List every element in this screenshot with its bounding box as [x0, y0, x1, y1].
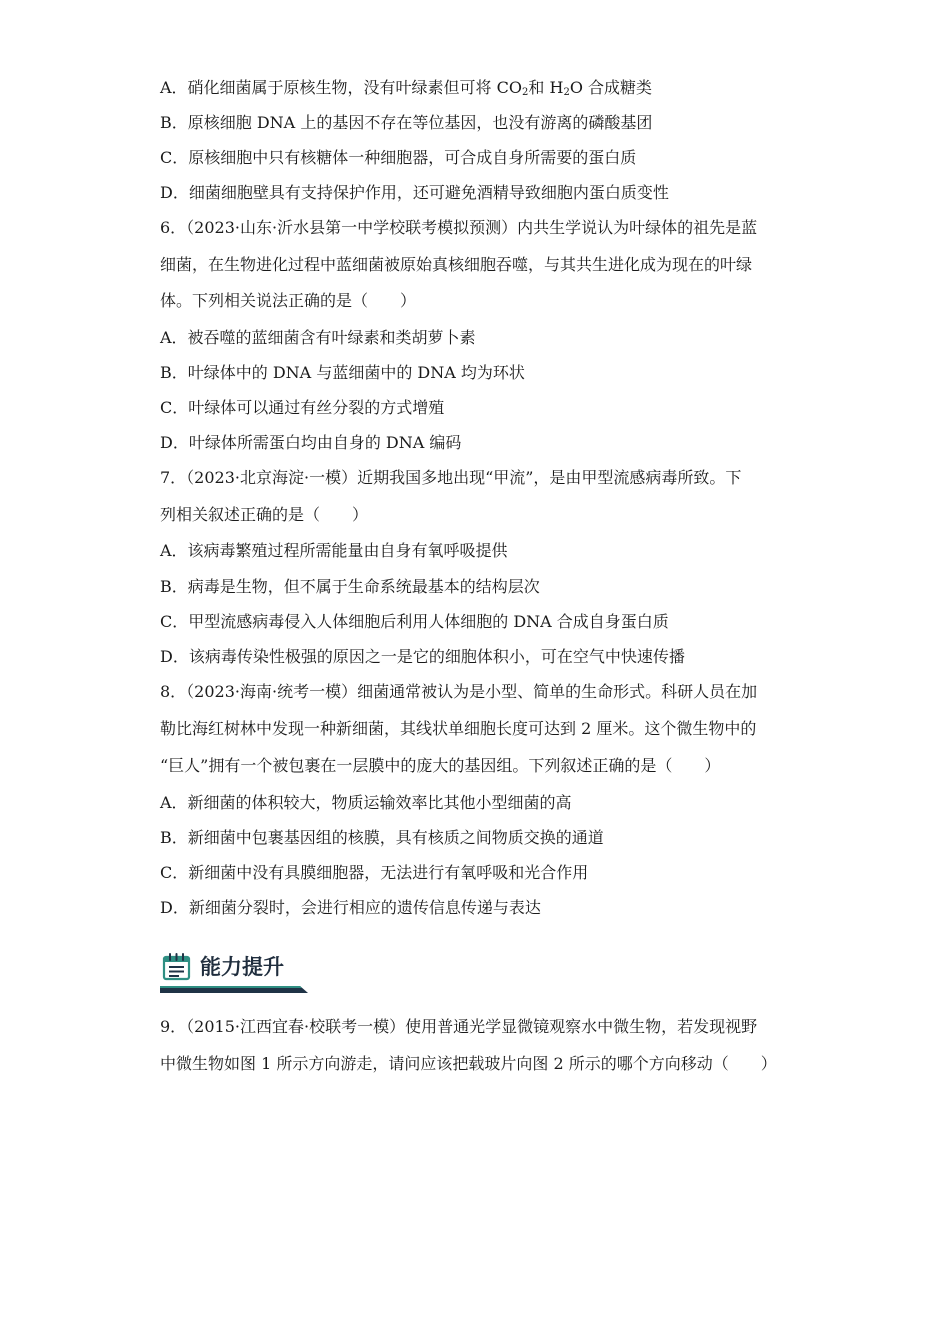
q6-stem-line1: 6．（2023·山东·沂水县第一中学校联考模拟预测）内共生学说认为叶绿体的祖先是蓝 — [160, 218, 758, 237]
q6-option-d: D．叶绿体所需蛋白均由自身的 DNA 编码 — [160, 433, 462, 452]
q6-option-c: C．叶绿体可以通过有丝分裂的方式增殖 — [160, 398, 445, 417]
q7-option-c: C．甲型流感病毒侵入人体细胞后利用人体细胞的 DNA 合成自身蛋白质 — [160, 612, 669, 631]
q8-option-b: B．新细菌中包裹基因组的核膜，具有核质之间物质交换的通道 — [160, 828, 604, 847]
section-title: 能力提升 — [200, 955, 284, 979]
q9-stem-line2: 中微生物如图 1 所示方向游走，请问应该把载玻片向图 2 所示的哪个方向移动（ ） — [160, 1054, 777, 1073]
q8-option-a: A．新细菌的体积较大，物质运输效率比其他小型细菌的高 — [160, 793, 572, 812]
q6-option-b: B．叶绿体中的 DNA 与蓝细菌中的 DNA 均为环状 — [160, 363, 525, 382]
q7-stem-line1: 7．（2023·北京海淀·一模）近期我国多地出现“甲流”，是由甲型流感病毒所致。下 — [160, 468, 742, 487]
q7-option-a: A．该病毒繁殖过程所需能量由自身有氧呼吸提供 — [160, 541, 508, 560]
section-header-ability — [160, 948, 310, 994]
notepad-icon — [162, 953, 192, 981]
q6-option-a: A．被吞噬的蓝细菌含有叶绿素和类胡萝卜素 — [160, 328, 476, 347]
q8-option-c: C．新细菌中没有具膜细胞器，无法进行有氧呼吸和光合作用 — [160, 863, 589, 882]
q5-option-a: A．硝化细菌属于原核生物，没有叶绿素但可将 $CO_2$和 $H_2O$ 合成糖类 — [160, 78, 653, 98]
q9-stem-line1: 9．（2015·江西宜春·校联考一模）使用普通光学显微镜观察水中微生物，若发现视野 — [160, 1017, 758, 1036]
q6-stem-line2: 细菌，在生物进化过程中蓝细菌被原始真核细胞吞噬，与其共生进化成为现在的叶绿 — [160, 255, 753, 274]
section-underline-bar — [160, 986, 308, 993]
q7-option-b: B．病毒是生物，但不属于生命系统最基本的结构层次 — [160, 577, 540, 596]
q8-stem-line2: 勒比海红树林中发现一种新细菌，其线状单细胞长度可达到 2 厘米。这个微生物中的 — [160, 719, 757, 738]
q5-option-b: B．原核细胞 DNA 上的基因不存在等位基因，也没有游离的磷酸基团 — [160, 113, 653, 132]
q8-stem-line1: 8．（2023·海南·统考一模）细菌通常被认为是小型、简单的生命形式。科研人员在加 — [160, 682, 758, 701]
q7-option-d: D．该病毒传染性极强的原因之一是它的细胞体积小，可在空气中快速传播 — [160, 647, 685, 666]
q6-stem-line3: 体。下列相关说法正确的是（ ） — [160, 291, 417, 310]
q7-stem-line2: 列相关叙述正确的是（ ） — [160, 505, 369, 524]
q8-option-d: D．新细菌分裂时，会进行相应的遗传信息传递与表达 — [160, 898, 541, 917]
q5-option-c: C．原核细胞中只有核糖体一种细胞器，可合成自身所需要的蛋白质 — [160, 148, 637, 167]
q8-stem-line3: “巨人”拥有一个被包裹在一层膜中的庞大的基因组。下列叙述正确的是（ ） — [160, 756, 721, 775]
q5-option-d: D．细菌细胞壁具有支持保护作用，还可避免酒精导致细胞内蛋白质变性 — [160, 183, 669, 202]
